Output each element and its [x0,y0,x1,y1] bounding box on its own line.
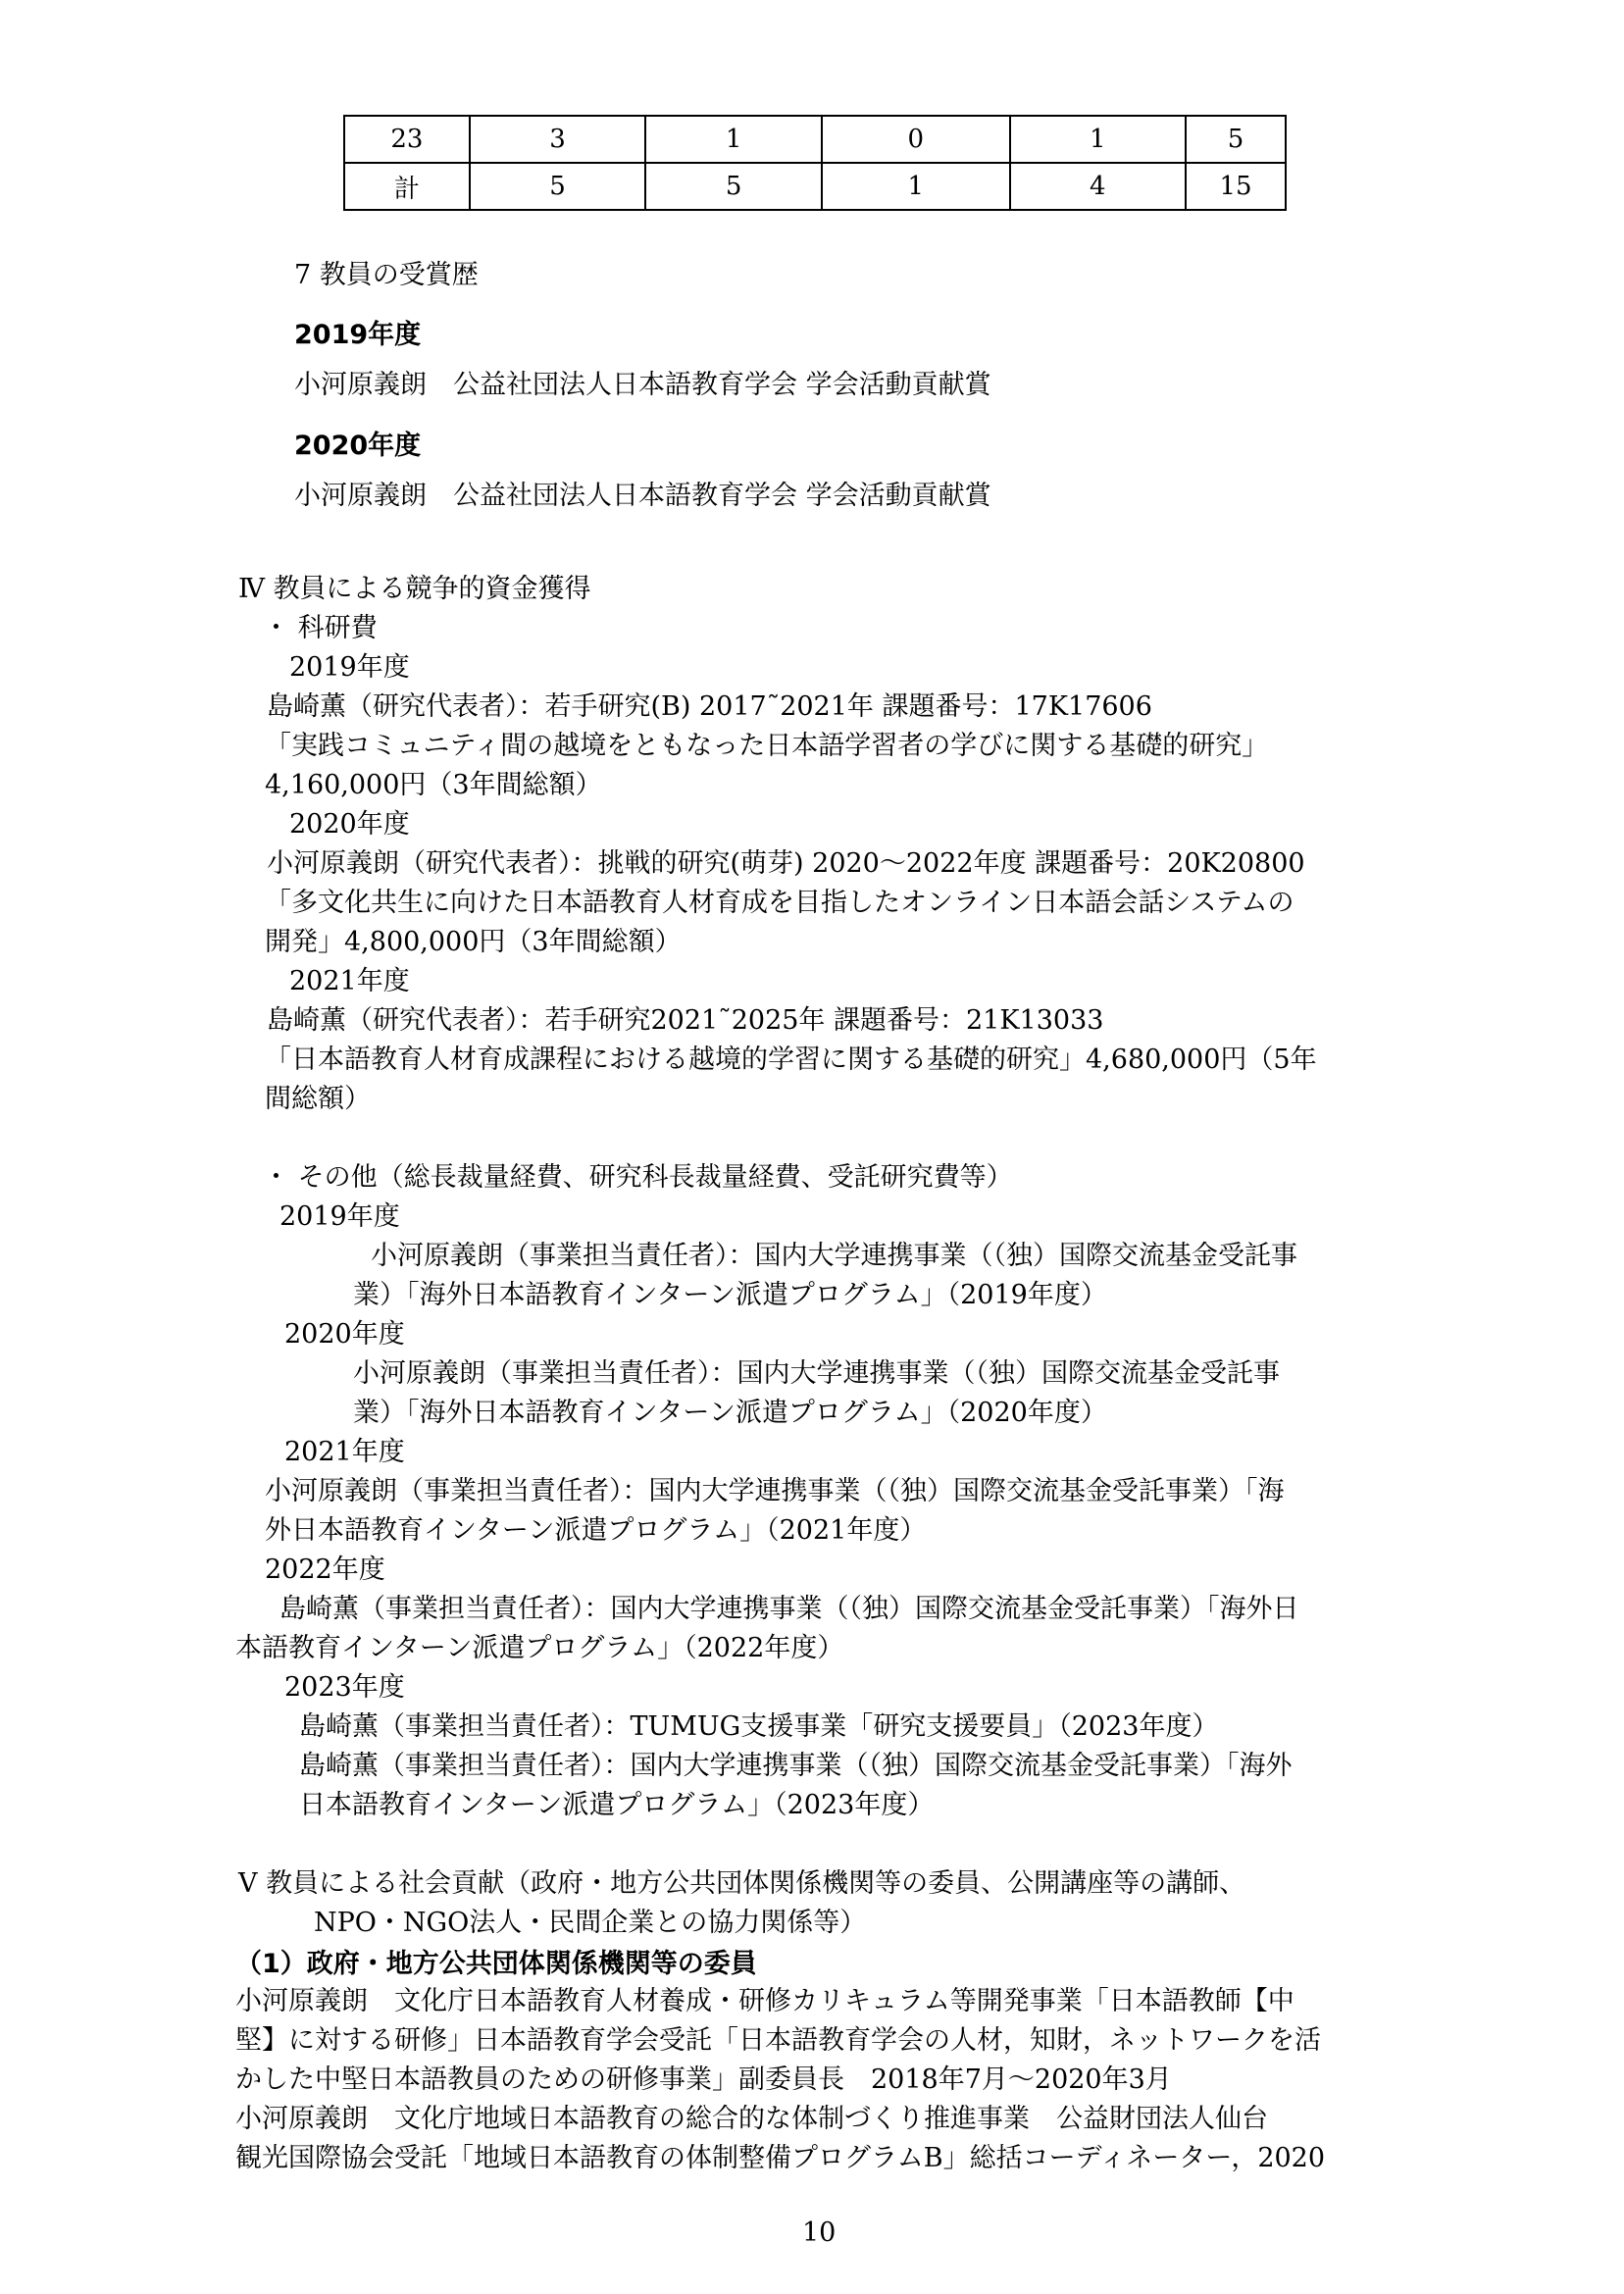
other-year-2022: 2022年度 [265,1555,385,1585]
kaken-2021-line3: 間総額） [265,1084,371,1114]
kaken-year-2021: 2021年度 [289,966,410,996]
table-cell: 3 [470,116,646,163]
table-cell: 5 [470,163,646,210]
kaken-2020-line1: 小河原義朗（研究代表者）：挑戦的研究(萌芽) 2020～2022年度 課題番号：20K20800 [267,848,1305,879]
kaken-2020-line3: 開発」4,800,000円（3年間総額） [265,927,682,957]
contrib-subheading: （1）政府・地方公共団体関係機関等の委員 [235,1949,757,1979]
other-2019-line2: 業）「海外日本語教育インターン派遣プログラム」（2019年度） [353,1280,1107,1310]
kaken-2019-line3: 4,160,000円（3年間総額） [265,770,602,800]
table-cell: 1 [822,163,1010,210]
table-row [344,116,1286,163]
awards-heading: 7 教員の受賞歴 [294,260,479,290]
other-funding-heading: ・ その他（総長裁量経費、研究科長裁量経費、受託研究費等） [263,1162,1013,1193]
kaken-year-2019: 2019年度 [289,652,410,683]
other-2022-line1: 島崎薫（事業担当責任者）：国内大学連携事業（（独）国際交流基金受託事業）「海外日 [279,1594,1299,1624]
other-2023-line2: 島崎薫（事業担当責任者）：国内大学連携事業（（独）国際交流基金受託事業）「海外 [299,1751,1293,1781]
statistics-table [343,115,1287,211]
other-2020-line2: 業）「海外日本語教育インターン派遣プログラム」（2020年度） [353,1398,1107,1428]
other-2023-line3: 日本語教育インターン派遣プログラム」（2023年度） [299,1790,935,1820]
table-cell: 計 [344,163,470,210]
kaken-2021-line2: 「日本語教育人材育成課程における越境的学習に関する基礎的研究」4,680,000円（5年 [265,1045,1317,1075]
other-2020-line1: 小河原義朗（事業担当責任者）：国内大学連携事業（（独）国際交流基金受託事 [353,1358,1280,1389]
kaken-2019-line2: 「実践コミュニティ間の越境をともなった日本語学習者の学びに関する基礎的研究」 [265,731,1269,761]
table-cell: 1 [645,116,822,163]
other-2022-line2: 本語教育インターン派遣プログラム」（2022年度） [235,1633,844,1663]
awards-year-2019: 2019年度 [294,320,422,350]
contrib-p1-line1: 小河原義朗 文化庁日本語教育人材養成・研修カリキュラム等開発事業「日本語教師【中 [235,1986,1294,2016]
funding-heading: Ⅳ 教員による競争的資金獲得 [238,574,591,604]
table-cell: 4 [1010,163,1187,210]
other-2021-line2: 外日本語教育インターン派遣プログラム」（2021年度） [265,1515,927,1546]
awards-2020-text: 小河原義朗 公益社団法人日本語教育学会 学会活動貢献賞 [294,481,991,511]
awards-2019-text: 小河原義朗 公益社団法人日本語教育学会 学会活動貢献賞 [294,370,991,400]
table-cell: 1 [1010,116,1187,163]
contrib-heading-line2: NPO・NGO法人・民間企業との協力関係等） [314,1908,867,1938]
other-year-2023: 2023年度 [284,1672,405,1703]
contrib-p2-line2: 観光国際協会受託「地域日本語教育の体制整備プログラムB」総括コーディネーター，2020 [235,2143,1326,2173]
other-2019-line1: 小河原義朗（事業担当責任者）：国内大学連携事業（（独）国際交流基金受託事 [371,1241,1297,1271]
table-cell: 15 [1186,163,1286,210]
contrib-p1-line3: かした中堅日本語教員のための研修事業」副委員長 2018年7月～2020年3月 [235,2065,1172,2095]
table-row [344,163,1286,210]
table-cell: 0 [822,116,1010,163]
contrib-p1-line2: 堅】に対する研修」日本語教育学会受託「日本語教育学会の人材，知財，ネットワークを活 [235,2025,1321,2056]
other-year-2019: 2019年度 [279,1201,400,1232]
kaken-2021-line1: 島崎薫（研究代表者）：若手研究2021˜2025年 課題番号：21K13033 [267,1005,1104,1036]
contrib-heading-line1: Ⅴ 教員による社会貢献（政府・地方公共団体関係機関等の委員、公開講座等の講師、 [238,1868,1246,1899]
other-year-2020: 2020年度 [284,1319,405,1350]
kaken-year-2020: 2020年度 [289,809,410,840]
kaken-2019-line1: 島崎薫（研究代表者）：若手研究(B) 2017˜2021年 課題番号：17K17606 [267,691,1152,722]
kaken-2020-line2: 「多文化共生に向けた日本語教育人材育成を目指したオンライン日本語会話システムの [265,888,1294,918]
table-cell: 5 [645,163,822,210]
table-cell: 5 [1186,116,1286,163]
other-2021-line1: 小河原義朗（事業担当責任者）：国内大学連携事業（（独）国際交流基金受託事業）「海 [265,1476,1285,1506]
awards-year-2020: 2020年度 [294,431,422,461]
contrib-p2-line1: 小河原義朗 文化庁地域日本語教育の総合的な体制づくり推進事業 公益財団法人仙台 [235,2104,1268,2134]
kaken-heading: ・ 科研費 [263,613,378,643]
table-cell: 23 [344,116,470,163]
other-year-2021: 2021年度 [284,1437,405,1467]
page-number: 10 [802,2218,837,2248]
other-2023-line1: 島崎薫（事業担当責任者）：TUMUG支援事業「研究支援要員」（2023年度） [299,1711,1219,1742]
